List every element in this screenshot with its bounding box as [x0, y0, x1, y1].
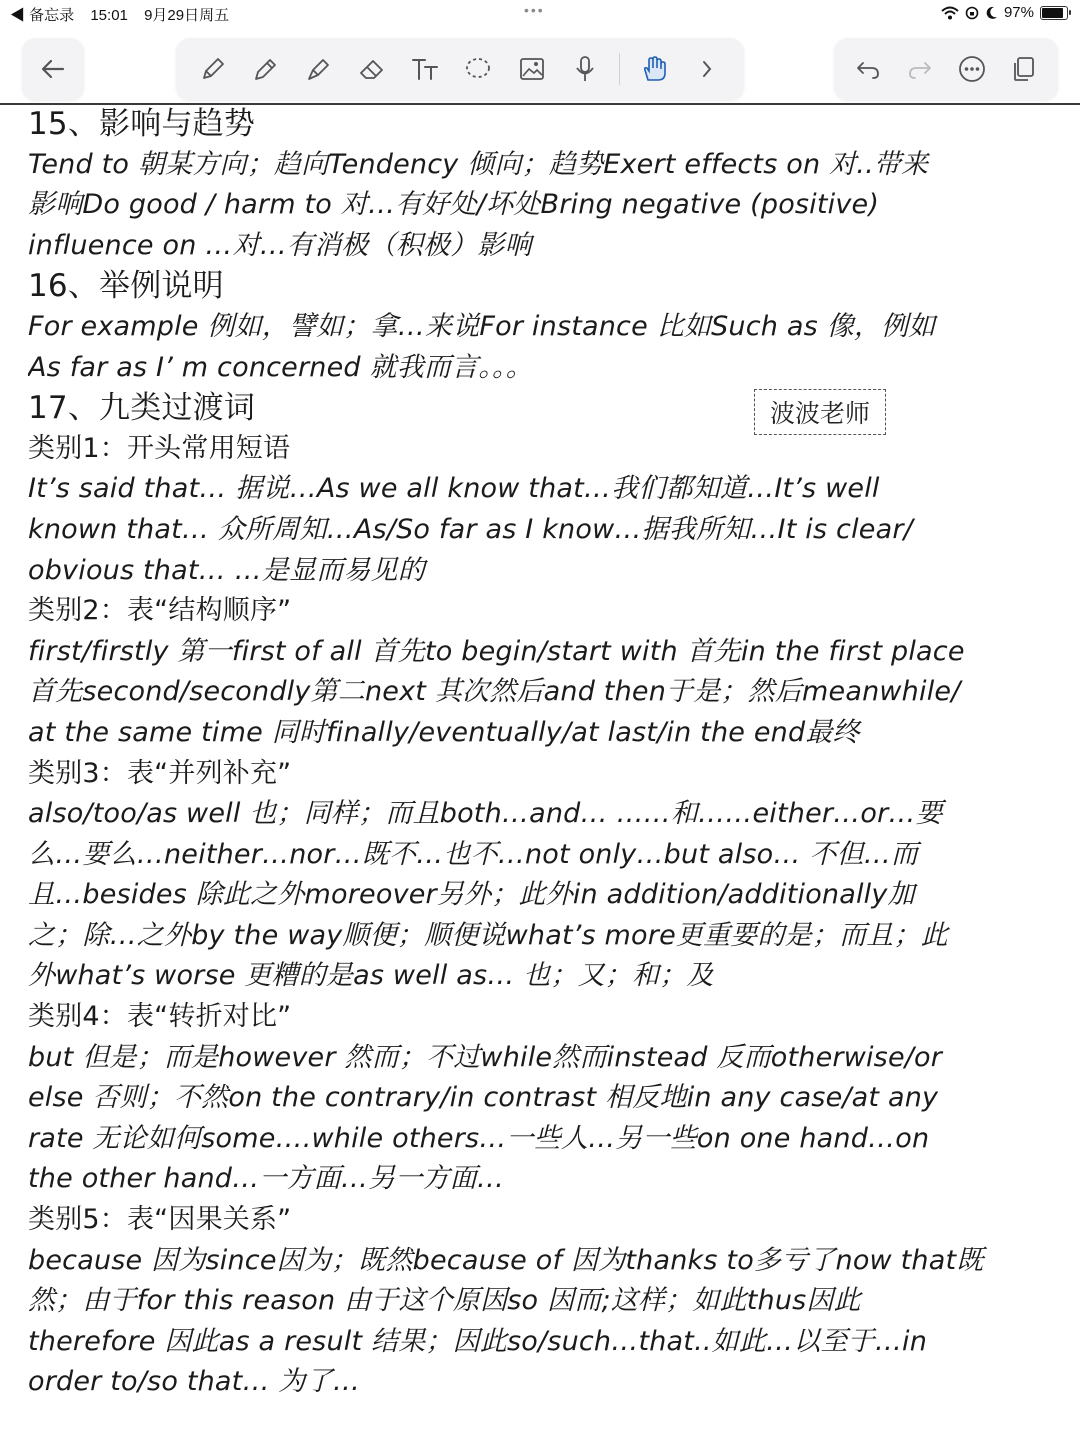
eraser-icon [357, 54, 387, 84]
screen-lock-icon [965, 6, 979, 20]
note-line: 之；除…之外by the way顺便；顺便说what’s more更重要的是；而且；此 [28, 919, 948, 951]
action-bar [834, 38, 1058, 100]
note-line: obvious that… …是显而易见的 [28, 554, 426, 586]
pencil-icon [198, 54, 228, 84]
eraser-button[interactable] [353, 50, 391, 88]
note-line: first/firstly 第一first of all 首先to begin/start with 首先in the first place [28, 635, 965, 667]
text-tool-icon [410, 54, 440, 84]
microphone-button[interactable] [566, 50, 604, 88]
category-heading: 类别2：表“结构顺序” [28, 595, 292, 627]
text-tool-button[interactable] [406, 50, 444, 88]
undo-button[interactable] [849, 50, 887, 88]
pen-button[interactable] [247, 50, 285, 88]
chevron-right-icon [692, 54, 722, 84]
note-canvas[interactable] [28, 104, 1058, 1403]
note-line: 然；由于for this reason 由于这个原因so 因而;这样；如此thus因此 [28, 1285, 861, 1317]
battery-percent: 97% [1003, 4, 1034, 21]
note-line: Tend to 朝某方向；趋向Tendency 倾向；趋势Exert effects on 对..带来 [28, 148, 929, 180]
undo-icon [853, 54, 883, 84]
category-heading: 类别4：表“转折对比” [28, 1001, 292, 1033]
status-left [10, 4, 241, 25]
status-bar [0, 0, 1080, 28]
pencil-button[interactable] [194, 50, 232, 88]
note-line: else 否则；不然on the contrary/in contrast 相反地in any case/at any [28, 1082, 939, 1114]
note-line: because 因为since因为；既然because of 因为thanks to多亏了now that既 [28, 1244, 984, 1276]
status-date: 9月29日周五 [144, 7, 230, 24]
more-icon [957, 54, 987, 84]
section-heading: 16、举例说明 [28, 268, 224, 305]
category-heading: 类别5：表“因果关系” [28, 1204, 292, 1236]
hand-icon [639, 54, 669, 84]
chevron-left-icon [39, 55, 67, 83]
note-line: influence on …对…有消极（积极）影响 [28, 229, 532, 261]
image-icon [517, 54, 547, 84]
moon-icon [985, 6, 998, 20]
category-heading: 类别3：表“并列补充” [28, 757, 292, 789]
note-line: the other hand…一方面…另一方面… [28, 1163, 505, 1195]
more-options-button[interactable] [953, 50, 991, 88]
wifi-icon [941, 6, 959, 20]
note-line: 么…要么…neither…nor…既不…也不…not only…but also… 不但…而 [28, 838, 919, 870]
toolbar-divider [619, 53, 620, 85]
note-line: rate 无论如何some….while others…一些人…另一些on one hand…on [28, 1122, 930, 1154]
category-heading: 类别1：开头常用短语 [28, 432, 291, 464]
note-line: It’s said that… 据说…As we all know that…我们都知道…It’s well [28, 473, 880, 505]
section-heading: 17、九类过渡词 [28, 390, 256, 427]
lasso-button[interactable] [459, 50, 497, 88]
multitasking-dots-icon[interactable]: ••• [524, 2, 545, 18]
back-button[interactable] [22, 38, 84, 100]
redo-button[interactable] [901, 50, 939, 88]
note-line: known that… 众所周知…As/So far as I know…据我所知…It is clear/ [28, 513, 913, 545]
lasso-icon [463, 54, 493, 84]
note-line: For example 例如，譬如；拿…来说For instance 比如Such as 像，例如 [28, 310, 936, 342]
note-toolbar [0, 34, 1080, 104]
pen-icon [251, 54, 281, 84]
note-line: 影响Do good / harm to 对…有好处/坏处Bring negative (positive) [28, 189, 880, 221]
pages-button[interactable] [1005, 50, 1043, 88]
note-line: 外what’s worse 更糟的是as well as… 也；又；和；及 [28, 960, 714, 992]
battery-icon [1040, 6, 1068, 20]
status-time: 15:01 [90, 7, 128, 24]
status-right [941, 4, 1068, 21]
more-tools-button[interactable] [688, 50, 726, 88]
note-line: 首先second/secondly第二next 其次然后and then于是；然后meanwhile/ [28, 676, 961, 708]
tool-palette [176, 38, 744, 100]
note-line: As far as I’ m concerned 就我而言。。。 [28, 351, 533, 383]
back-to-app-link[interactable]: ◀ 备忘录 [10, 7, 75, 24]
note-line: but 但是；而是however 然而；不过while然而instead 反而otherwise/or [28, 1041, 943, 1073]
highlighter-button[interactable] [300, 50, 338, 88]
highlighter-icon [304, 54, 334, 84]
pages-icon [1009, 54, 1039, 84]
note-line: 且…besides 除此之外moreover另外；此外in addition/additionally加 [28, 879, 915, 911]
microphone-icon [570, 54, 600, 84]
author-stamp: 波波老师 [754, 389, 886, 435]
note-line: therefore 因此as a result 结果；因此so/such…that..如此…以至于…in [28, 1325, 928, 1357]
section-heading: 15、影响与趋势 [28, 106, 256, 142]
note-line: order to/so that… 为了… [28, 1366, 361, 1398]
hand-button[interactable] [635, 50, 673, 88]
note-line: also/too/as well 也；同样；而且both…and… ……和……either…or…要 [28, 798, 943, 830]
note-line: at the same time 同时finally/eventually/at last/in the end最终 [28, 716, 860, 748]
image-button[interactable] [513, 50, 551, 88]
redo-icon [905, 54, 935, 84]
